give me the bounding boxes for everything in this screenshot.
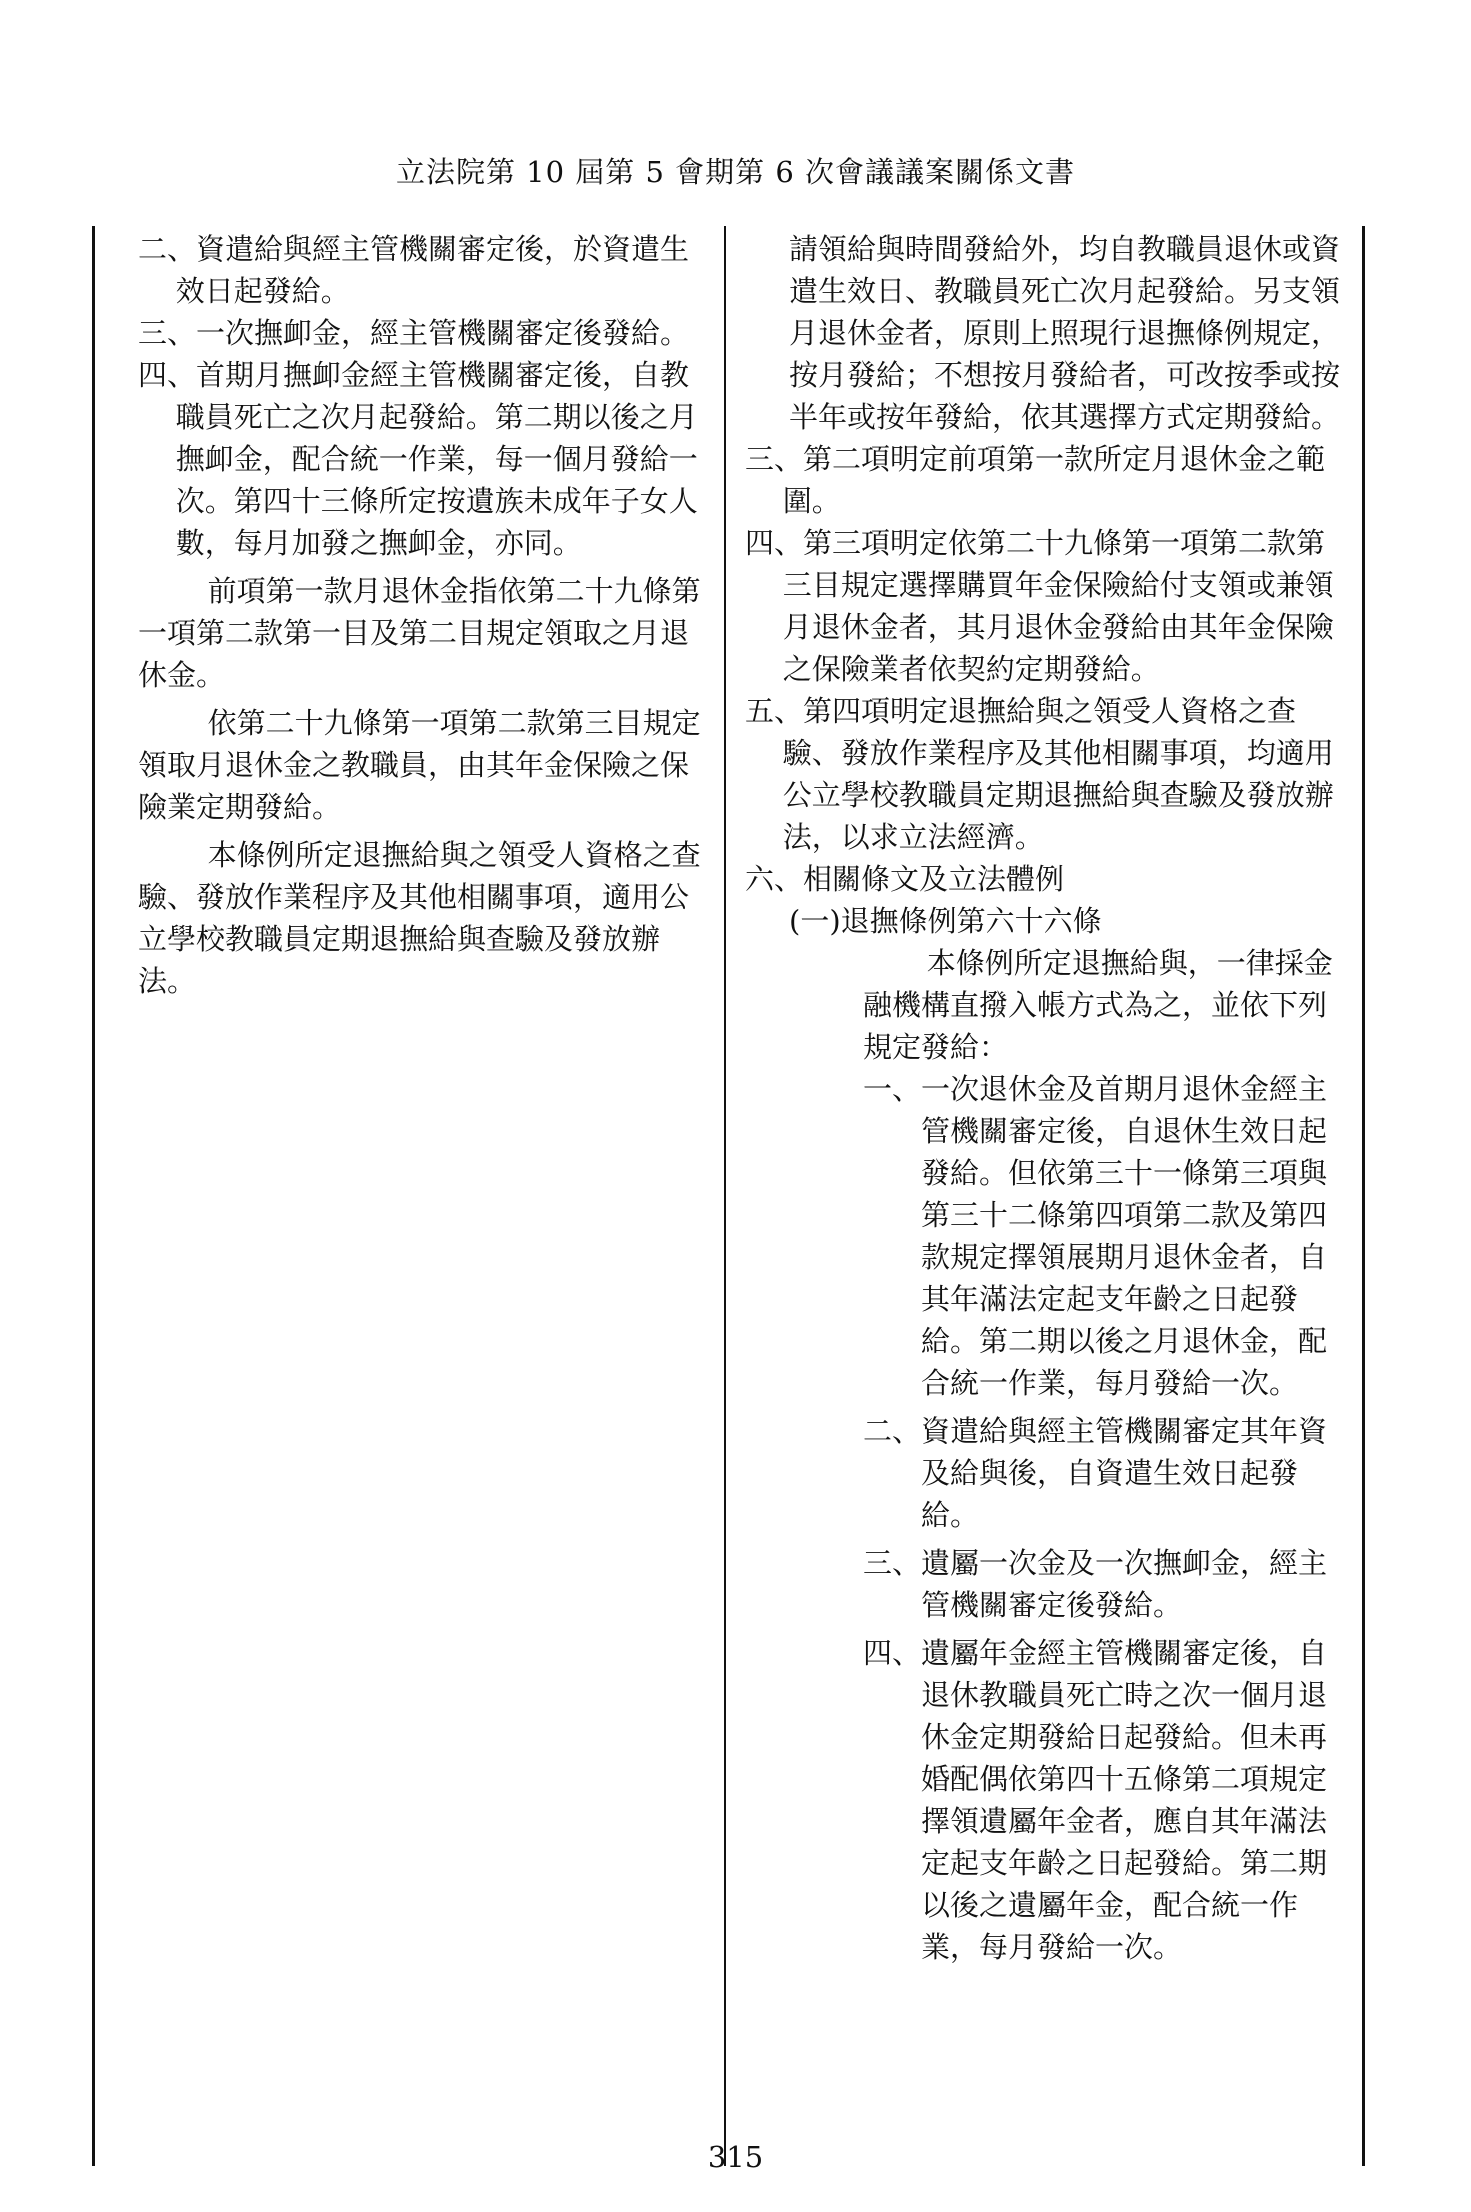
right-item-5: 五、第四項明定退撫給與之領受人資格之查驗、發放作業程序及其他相關事項，均適用公立學校教職員定期退撫給與查驗及發放辦法，以求立法經濟。 <box>745 694 1334 854</box>
law-item-1: 一、一次退休金及首期月退休金經主管機關審定後，自退休生效日起發給。但依第三十一條第三項與第三十二條第四項第二款及第四款規定擇領展期月退休金者，自其年滿法定起支年齡之日起發給。第二期以後之月退休金，配合統一作業，每月發給一次。 <box>863 1072 1328 1400</box>
right-column <box>745 228 1345 1968</box>
left-column <box>138 228 710 1002</box>
right-item-6: 六、相關條文及立法體例 <box>745 862 1065 896</box>
law-intro: 本條例所定退撫給與，一律採金融機構直撥入帳方式為之，並依下列規定發給： <box>863 946 1333 1064</box>
right-continuation: 請領給與時間發給外，均自教職員退休或資遣生效日、教職員死亡次月起發給。另支領月退休金者，原則上照現行退撫條例規定，按月發給；不想按月發給者，可改按季或按半年或按年發給，依其選擇方式定期發給。 <box>789 232 1341 434</box>
left-item-2: 二、資遣給與經主管機關審定後，於資遣生效日起發給。 <box>138 232 690 308</box>
right-margin-rule <box>1362 226 1365 2166</box>
law-items <box>745 1068 1345 1968</box>
right-item-4: 四、第三項明定依第二十九條第一項第二款第三目規定選擇購買年金保險給付支領或兼領月退休金者，其月退休金發給由其年金保險之保險業者依契約定期發給。 <box>745 526 1334 686</box>
law-item-4: 四、遺屬年金經主管機關審定後，自退休教職員死亡時之次一個月退休金定期發給日起發給。但未再婚配偶依第四十五條第二項規定擇領遺屬年金者，應自其年滿法定起支年齡之日起發給。第二期以後之遺屬年金，配合統一作業，每月發給一次。 <box>863 1636 1328 1964</box>
page-number: 315 <box>707 2140 764 2174</box>
left-paragraph-1: 前項第一款月退休金指依第二十九條第一項第二款第一目及第二目規定領取之月退休金。 <box>138 574 701 692</box>
left-paragraph-3: 本條例所定退撫給與之領受人資格之查驗、發放作業程序及其他相關事項，適用公立學校教職員定期退撫給與查驗及發放辦法。 <box>138 838 701 998</box>
left-item-4: 四、首期月撫卹金經主管機關審定後，自教職員死亡之次月起發給。第二期以後之月撫卹金，配合統一作業，每一個月發給一次。第四十三條所定按遺族未成年子女人數，每月加發之撫卹金，亦同。 <box>138 358 698 560</box>
page-header: 立法院第 10 屆第 5 會期第 6 次會議議案關係文書 <box>395 155 1076 189</box>
left-item-3: 三、一次撫卹金，經主管機關審定後發給。 <box>138 316 690 350</box>
sub-heading: (一)退撫條例第六十六條 <box>789 904 1102 938</box>
right-item-3: 三、第二項明定前項第一款所定月退休金之範圍。 <box>745 442 1326 518</box>
law-item-3: 三、遺屬一次金及一次撫卹金，經主管機關審定後發給。 <box>863 1546 1328 1622</box>
law-item-2: 二、資遣給與經主管機關審定其年資及給與後，自資遣生效日起發給。 <box>863 1414 1328 1532</box>
left-paragraph-2: 依第二十九條第一項第二款第三目規定領取月退休金之教職員，由其年金保險之保險業定期發給。 <box>138 706 701 824</box>
column-divider <box>724 226 726 2166</box>
left-margin-rule <box>92 226 95 2166</box>
